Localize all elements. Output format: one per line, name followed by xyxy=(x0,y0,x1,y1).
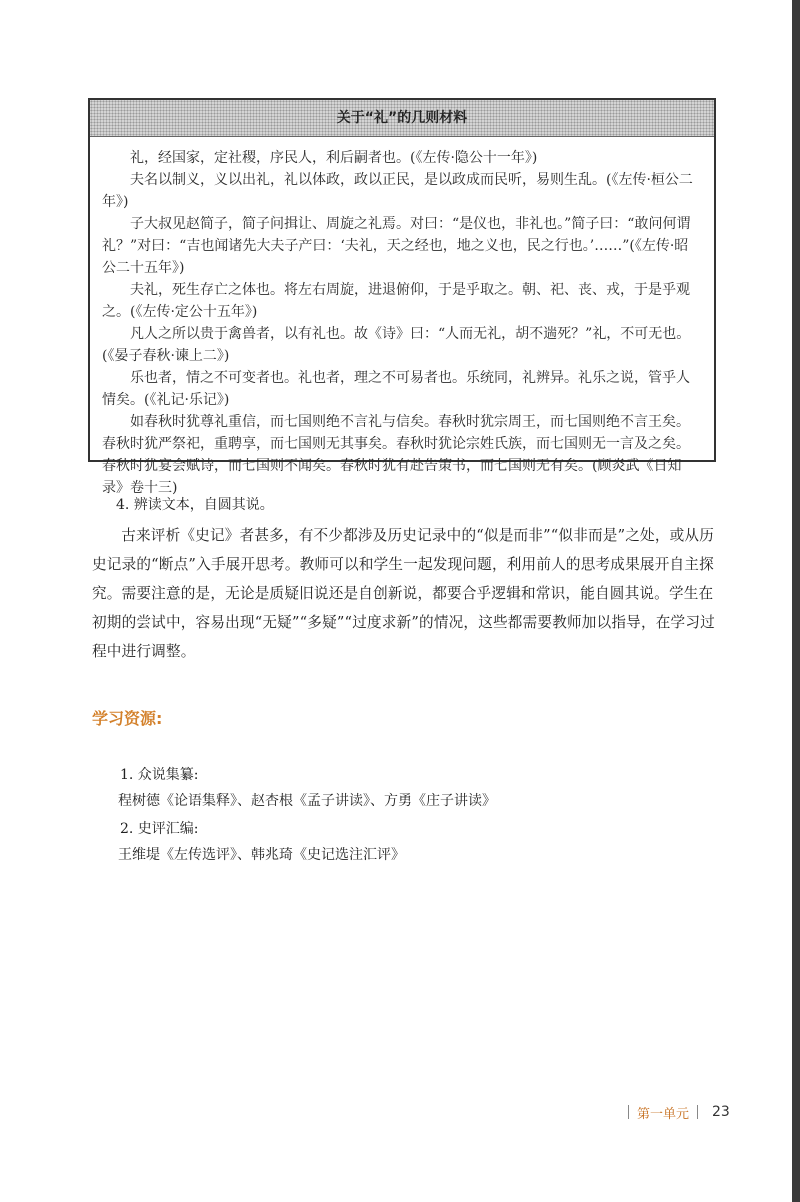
material-paragraph: 子大叔见赵简子，简子问揖让、周旋之礼焉。对曰：“是仪也，非礼也。”简子曰：“敢问何谓礼？”对曰：“吉也闻诸先大夫子产曰：‘夫礼，天之经也，地之义也，民之行也。’……”(《左传·昭公二十五年》) xyxy=(102,216,691,276)
materials-box xyxy=(88,98,716,496)
page-number: 23 xyxy=(712,1104,730,1120)
resource-text: 程树德《论语集释》、赵杏根《孟子讲读》、方勇《庄子讲读》 xyxy=(118,793,496,809)
footer-unit-label: 第一单元 xyxy=(637,1106,690,1122)
materials-box-title: 关于“礼”的几则材料 xyxy=(90,100,714,137)
discussion-item-title: 4. 辨读文本，自圆其说。 xyxy=(116,497,274,513)
material-paragraph: 如春秋时犹尊礼重信，而七国则绝不言礼与信矣。春秋时犹宗周王，而七国则绝不言王矣。春秋时犹严祭祀，重聘享，而七国则无其事矣。春秋时犹论宗姓氏族，而七国则无一言及之矣。春秋时犹宴会赋诗，而七国则不闻矣。春秋时犹有赴告策书，而七国则无有矣。(顾炎武《日知录》卷十三) xyxy=(102,414,690,496)
material-paragraph: 乐也者，情之不可变者也。礼也者，理之不可易者也。乐统同，礼辨异。礼乐之说，管乎人情矣。(《礼记·乐记》) xyxy=(102,370,690,408)
page-footer xyxy=(620,1102,730,1122)
resource-label: 1. 众说集纂: xyxy=(120,767,199,783)
discussion-section xyxy=(92,493,720,666)
resource-label: 2. 史评汇编: xyxy=(120,821,199,837)
discussion-paragraph: 古来评析《史记》者甚多，有不少都涉及历史记录中的“似是而非”“似非而是”之处，或从历史记录的“断点”入手展开思考。教师可以和学生一起发现问题，利用前人的思考成果展开自主探究。需要注意的是，无论是质疑旧说还是自创新说，都要合乎逻辑和常识，能自圆其说。学生在初期的尝试中，容易出现“无疑”“多疑”“过度求新”的情况，这些都需要教师加以指导，在学习过程中进行调整。 xyxy=(92,527,715,660)
material-paragraph: 夫名以制义，义以出礼，礼以体政，政以正民，是以政成而民听，易则生乱。(《左传·桓公二年》) xyxy=(102,172,693,210)
material-paragraph: 夫礼，死生存亡之体也。将左右周旋，进退俯仰，于是乎取之。朝、祀、丧、戎，于是乎观之。(《左传·定公十五年》) xyxy=(102,282,690,320)
material-paragraph: 凡人之所以贵于禽兽者，以有礼也。故《诗》曰：“人而无礼，胡不遄死？”礼，不可无也。(《晏子春秋·谏上二》) xyxy=(102,326,691,364)
page-edge xyxy=(792,0,800,1202)
material-paragraph: 礼，经国家，定社稷，序民人，利后嗣者也。(《左传·隐公十一年》) xyxy=(130,150,538,166)
resource-text: 王维堤《左传选评》、韩兆琦《史记选注汇评》 xyxy=(118,847,405,863)
resources-list xyxy=(118,762,678,870)
footer-divider xyxy=(697,1105,698,1119)
materials-box-body xyxy=(90,137,714,499)
resources-heading: 学习资源: xyxy=(92,709,163,728)
footer-divider xyxy=(628,1105,629,1119)
